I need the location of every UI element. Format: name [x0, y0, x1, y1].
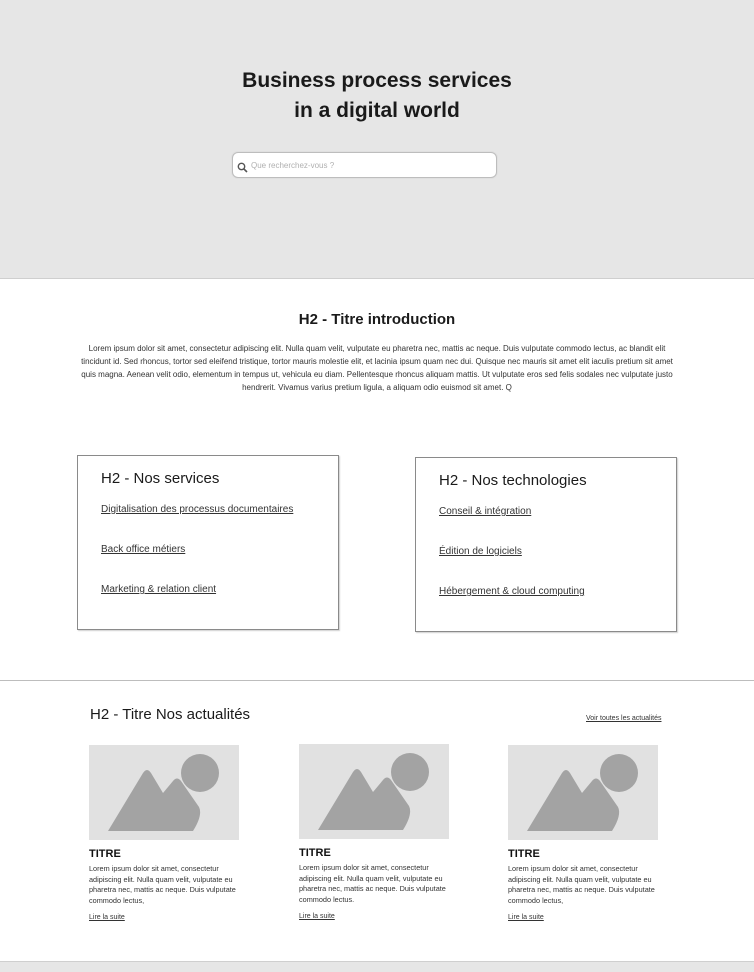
services-box: [77, 455, 339, 630]
news-title: H2 - Titre Nos actualités: [90, 706, 251, 723]
image-placeholder-icon: [508, 745, 658, 840]
technologies-link-edition[interactable]: Édition de logiciels: [439, 546, 522, 557]
image-placeholder-icon: [299, 744, 449, 839]
intro-title: H2 - Titre introduction: [298, 311, 456, 328]
news-card: [299, 744, 449, 923]
services-title: H2 - Nos services: [101, 470, 220, 487]
news-card: [89, 745, 239, 924]
services-link-back-office[interactable]: Back office métiers: [101, 544, 186, 555]
footer: [0, 961, 754, 972]
news-card-text: Lorem ipsum dolor sit amet, consectetur adipiscing elit. Nulla quam velit, vulputate eu pharetra nec, mattis ac neque. Duis vulputate commodo lectus,: [508, 864, 655, 905]
search-input[interactable]: [251, 161, 481, 170]
news-card-title: TITRE: [299, 847, 331, 859]
intro-text: Lorem ipsum dolor sit amet, consectetur adipiscing elit. Nulla quam velit, vulputate eu pharetra nec, mattis ac neque. Duis vulputate commodo lectus, ac blandit elit tincidunt id. Sed rhoncus, tortor sed eleifend tristique, tortor mauris molestie elit, et lacinia ipsum quam nec dui. Quisque nec mauris sit amet elit iaculis pretium sit amet quis magna. Aenean velit odio, elementum in tempus ut, vehicula eu diam. Pellentesque rhoncus aliquam mattis. Ut vulputate eros sed felis sodales nec vulputate justo hendrerit. Vivamus varius pretium ligula, a aliquam odio euismod sit amet. Q: [81, 344, 673, 392]
technologies-box: [415, 457, 677, 632]
news-card-title: TITRE: [508, 848, 540, 860]
news-card-text: Lorem ipsum dolor sit amet, consectetur adipiscing elit. Nulla quam velit, vulputate eu pharetra nec, mattis ac neque. Duis vulputate commodo lectus.: [299, 863, 446, 904]
hero-title-line-1: Business process services: [242, 69, 512, 92]
search-bar[interactable]: [232, 152, 497, 178]
technologies-link-hebergement[interactable]: Hébergement & cloud computing: [439, 586, 585, 597]
hero-title-line-2: in a digital world: [294, 99, 460, 122]
technologies-link-conseil[interactable]: Conseil & intégration: [439, 506, 532, 517]
services-link-marketing[interactable]: Marketing & relation client: [101, 584, 217, 595]
technologies-title: H2 - Nos technologies: [439, 472, 587, 489]
see-all-news-link[interactable]: Voir toutes les actualités: [586, 715, 662, 722]
news-card-title: TITRE: [89, 848, 121, 860]
hero-section: [0, 0, 754, 279]
news-card-text: Lorem ipsum dolor sit amet, consectetur adipiscing elit. Nulla quam velit, vulputate eu pharetra nec, mattis ac neque. Duis vulputate commodo lectus,: [89, 864, 236, 905]
section-divider: [0, 680, 754, 681]
read-more-link[interactable]: Lire la suite: [89, 914, 125, 921]
news-card: [508, 745, 658, 924]
read-more-link[interactable]: Lire la suite: [508, 914, 544, 921]
hero-title: [0, 66, 754, 126]
read-more-link[interactable]: Lire la suite: [299, 913, 335, 920]
image-placeholder-icon: [89, 745, 239, 840]
services-link-digitalisation[interactable]: Digitalisation des processus documentaires: [101, 504, 294, 515]
search-icon: [237, 160, 248, 171]
